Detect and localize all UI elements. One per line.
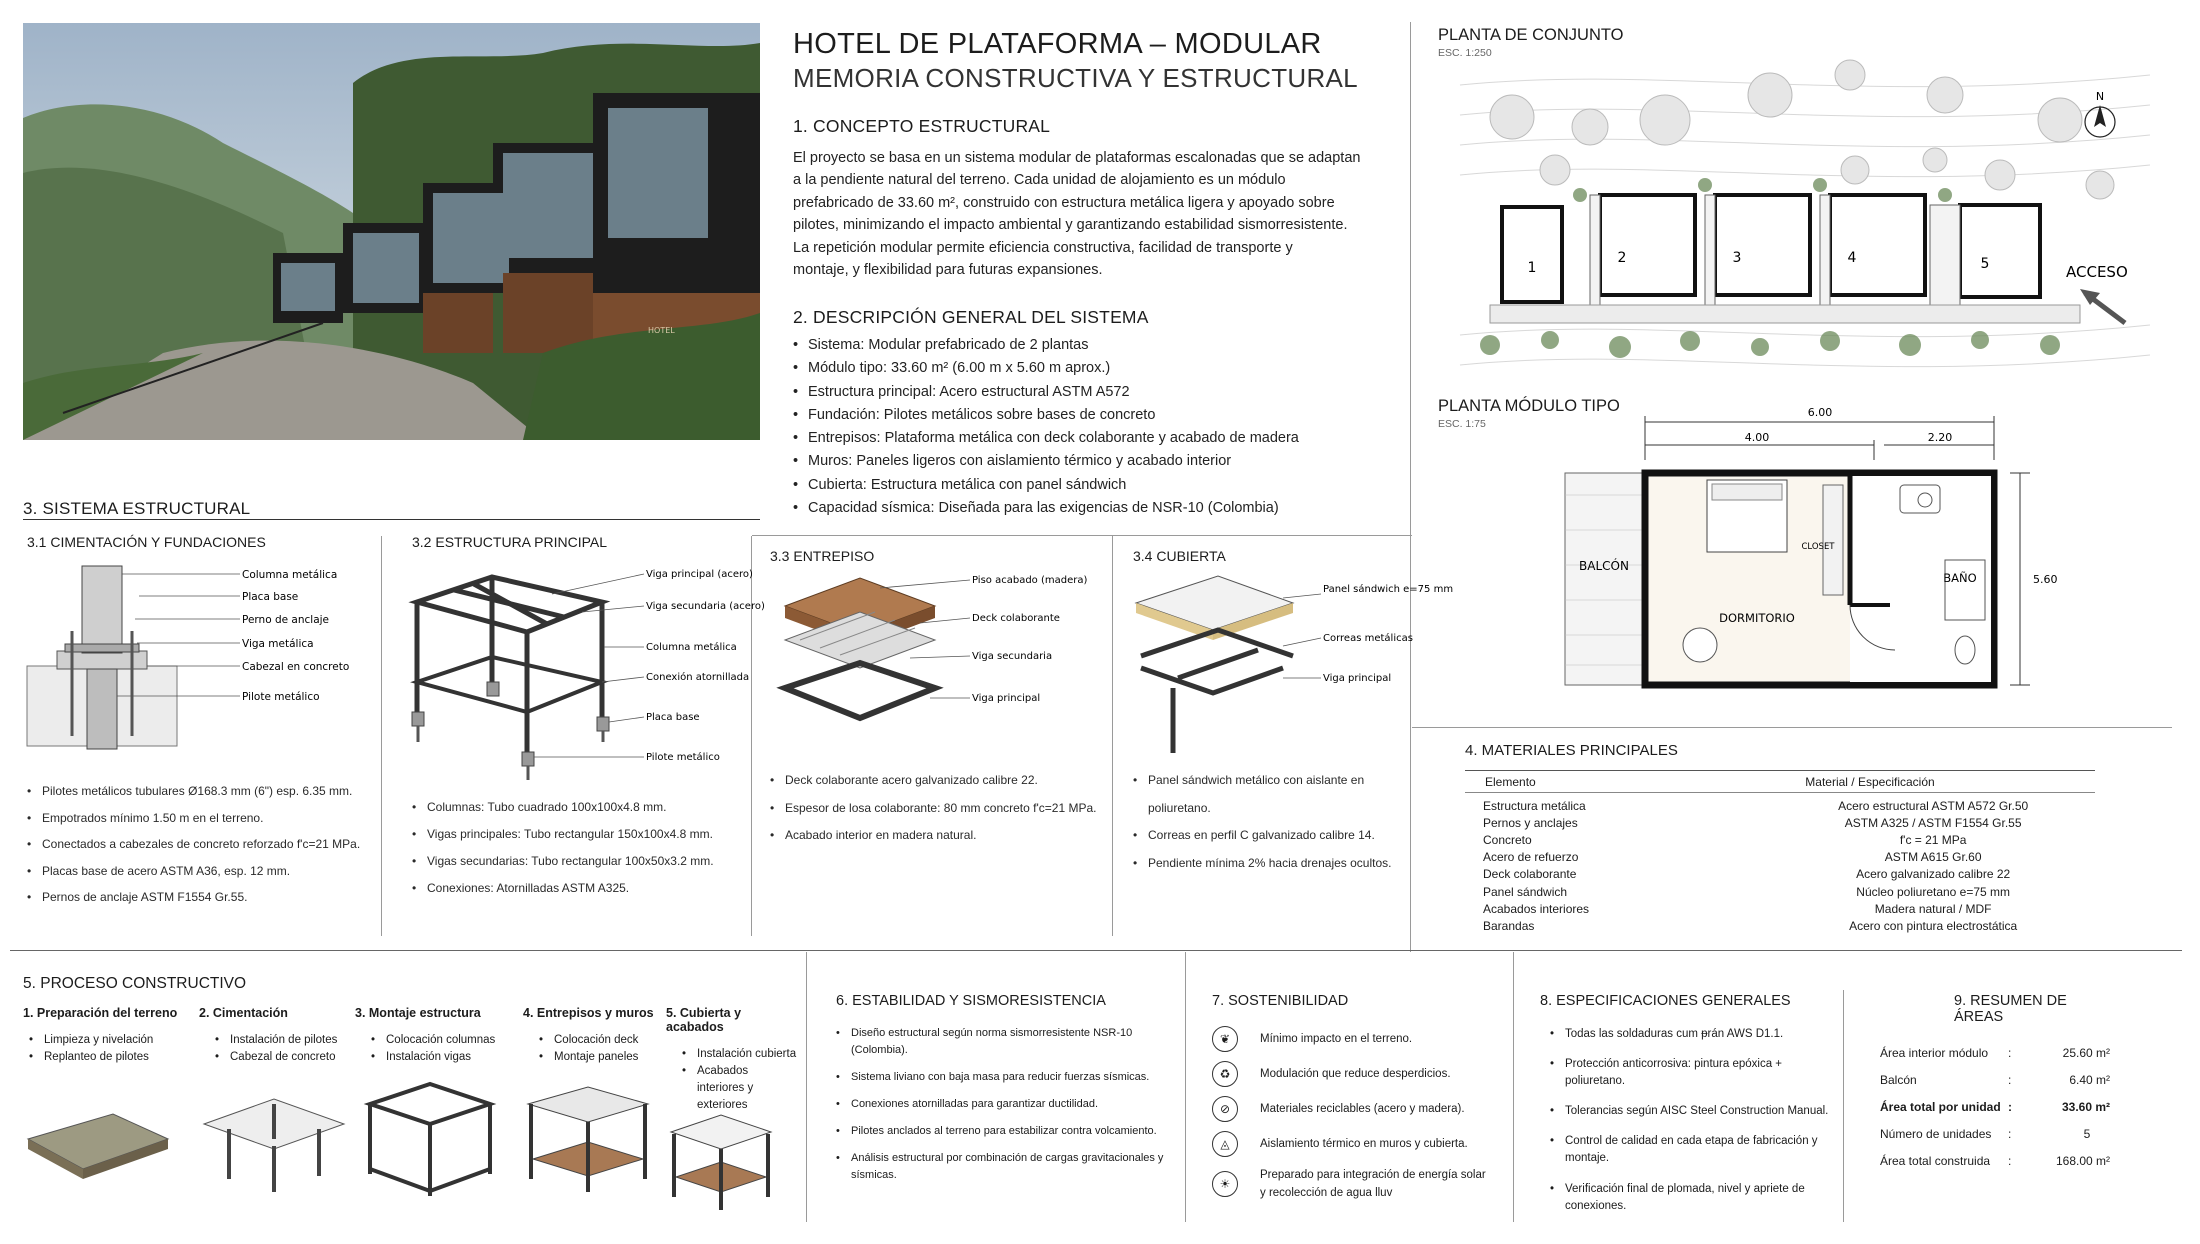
table-cell: Concreto [1483,832,1532,847]
list-item: • Pilotes anclados al terreno para estabilizar contra volcamiento. [836,1123,1176,1140]
area-sep: : [2008,1072,2012,1087]
divider [23,519,760,520]
foundation-illustration [199,1084,349,1194]
divider [806,952,807,1222]
list-item: • Espesor de losa colaborante: 80 mm concreto f'c=21 MPa. [770,795,1100,823]
divider [1513,952,1514,1222]
area-value: 25.60 m² [2062,1045,2110,1060]
diagram-label: Viga secundaria (acero) [646,601,765,612]
entrepiso-heading: 3.3 ENTREPISO [770,548,875,564]
hotel-photo-illustration [23,23,760,440]
table-cell: Acero de refuerzo [1483,850,1579,865]
unit-label: 3 [1732,250,1742,266]
descripcion-heading: 2. DESCRIPCIÓN GENERAL DEL SISTEMA [793,307,1149,327]
list-item: • Diseño estructural según norma sismorresistente NSR-10 (Colombia). [836,1025,1176,1059]
diagram-label: Piso acabado (madera) [972,575,1088,586]
list-item: • Conexiones atornilladas para garantizar ductilidad. [836,1096,1176,1113]
list-item: • Todas las soldaduras cum ᵽrán AWS D1.1. [1550,1026,1840,1043]
concepto-line: El proyecto se basa en un sistema modular de plataformas escalonadas que se adaptan [793,150,1361,166]
diagram-label: Placa base [646,712,700,723]
diagram-label: Viga principal [972,693,1041,704]
list-item: • Sistema liviano con baja masa para reducir fuerzas sísmicas. [836,1069,1176,1086]
unit-label: 2 [1617,250,1627,266]
table-row [1465,917,2095,934]
list-item: • Entrepisos: Plataforma metálica con deck colaborante y acabado de madera [793,427,1393,450]
divider [1412,727,2172,728]
table-row [1880,1093,2110,1120]
table-cell: Madera natural / MDF [1874,901,1992,916]
area-sep: : [2008,1153,2012,1168]
list-item: • Capacidad sísmica: Diseñada para las exigencias de NSR-10 (Colombia) [793,497,1393,520]
diagram-label: Panel sándwich e=75 mm [1323,584,1454,595]
table-row [1465,883,2095,900]
dim-h: 5.60 [2033,573,2058,586]
access-label: ACCESO [2066,263,2128,281]
list-item: • Pilotes metálicos tubulares Ø168.3 mm (6") esp. 6.35 mm. [27,778,372,805]
list-item: • Análisis estructural por combinación de cargas gravitacionales y sísmicas. [836,1150,1176,1184]
estabilidad-heading: 6. ESTABILIDAD Y SISMORESISTENCIA [836,993,1106,1009]
list-item: • Empotrados mínimo 1.50 m en el terreno. [27,805,372,832]
step-title: 3. Montaje estructura [355,1006,481,1020]
sostenibilidad-item [1212,1126,1507,1161]
step-title: 5. Cubierta y acabados [666,1006,742,1034]
list-item: • Limpieza y nivelación [29,1032,199,1049]
area-sep: : [2008,1126,2012,1141]
list-item: • Pendiente mínima 2% hacia drenajes ocultos. [1133,850,1408,878]
diagram-label: Cabezal en concreto [242,661,350,673]
divider [1410,22,1411,952]
list-item: • Conexiones: Atornilladas ASTM A325. [412,875,742,902]
page-subtitle: MEMORIA CONSTRUCTIVA Y ESTRUCTURAL [793,63,1358,93]
material-icon: ⊘ [1212,1096,1238,1122]
hotel-photo [23,23,760,440]
table-cell: Panel sándwich [1483,884,1568,899]
area-sep: : [2008,1045,2012,1060]
area-value: 6.40 m² [2069,1072,2110,1087]
list-item: • Acabados interiores y exteriores [682,1063,798,1114]
table-row [1465,900,2095,917]
list-item: • Tolerancias según AISC Steel Construction Manual. [1550,1103,1840,1120]
leaf-icon: ❦ [1212,1026,1238,1052]
proceso-step [666,1006,798,1217]
step-title: 1. Preparación del terreno [23,1006,178,1020]
estructura-heading: 3.2 ESTRUCTURA PRINCIPAL [412,534,608,550]
concepto-paragraph [793,147,1363,281]
table-cell: f'c = 21 MPa [1899,832,1967,847]
list-item: Preparado para integración de energía solar y recolección de agua lluv [1260,1169,1486,1199]
diagram-label: Viga principal [1323,673,1392,684]
sostenibilidad-heading: 7. SOSTENIBILIDAD [1212,993,1349,1009]
list-item: • Cabezal de concreto [215,1049,355,1066]
divider [752,535,1412,536]
recycle-icon: ♻ [1212,1061,1238,1087]
area-sep: : [2008,1099,2012,1114]
cimentacion-list [27,778,372,911]
list-item: • Panel sándwich metálico con aislante en poliuretano. [1133,767,1408,822]
list-item: • Pernos de anclaje ASTM F1554 Gr.55. [27,884,372,911]
room-balcon: BALCÓN [1579,559,1629,573]
dim-total: 6.00 [1807,406,1833,419]
table-cell: ASTM A615 Gr.60 [1884,850,1982,865]
list-item: • Módulo tipo: 33.60 m² (6.00 m x 5.60 m aprox.) [793,357,1393,380]
diagram-label: Pilote metálico [646,752,720,763]
table-row [1465,866,2095,883]
proceso-step [355,1006,523,1217]
divider [10,950,2182,951]
cubierta-heading: 3.4 CUBIERTA [1133,548,1226,564]
site-plan [1460,55,2150,385]
room-closet: CLOSET [1801,542,1835,552]
area-label: Área total construida [1880,1153,1991,1168]
solar-icon: ☀ [1212,1171,1238,1197]
list-item: • Montaje paneles [539,1049,666,1066]
concepto-line: La repetición modular permite eficiencia constructiva, facilidad de transporte y [793,239,1293,256]
estructura-diagram [412,552,765,792]
descripcion-list [793,334,1393,520]
thermal-icon: ◬ [1212,1131,1238,1157]
planta-modulo-title: PLANTA MÓDULO TIPO [1438,397,1620,415]
diagram-label: Viga secundaria [972,651,1053,662]
estructura-list [412,794,742,902]
list-item: • Protección anticorrosiva: pintura epóxica + poliuretano. [1550,1056,1840,1090]
table-row [1465,814,2095,831]
table-cell: Acero estructural ASTM A572 Gr.50 [1838,798,2029,813]
list-item: • Conectados a cabezales de concreto reforzado f'c=21 MPa. [27,831,372,858]
entrepiso-diagram [770,568,1100,768]
planta-conjunto-title: PLANTA DE CONJUNTO [1438,26,1624,44]
area-value: 168.00 m² [2055,1153,2110,1168]
list-item: • Fundación: Pilotes metálicos sobre bases de concreto [793,404,1393,427]
table-cell: Deck colaborante [1483,867,1577,882]
table-row [1465,797,2095,814]
list-item: Materiales reciclables (acero y madera). [1260,1102,1465,1115]
list-item: • Vigas secundarias: Tubo rectangular 100x50x3.2 mm. [412,848,742,875]
list-item: • Instalación cubierta [682,1046,798,1063]
list-item: • Sistema: Modular prefabricado de 2 plantas [793,334,1393,357]
list-item: • Correas en perfil C galvanizado calibre 14. [1133,822,1408,850]
diagram-label: Perno de anclaje [242,614,330,626]
especificaciones-heading: 8. ESPECIFICACIONES GENERALES [1540,993,1791,1009]
list-item: • Instalación vigas [371,1049,523,1066]
concepto-line: montaje, y flexibilidad para futuras expansiones. [793,262,1103,279]
proceso-step [23,1006,199,1217]
list-item: • Instalación de pilotes [215,1032,355,1049]
diagram-label: Pilote metálico [242,691,320,703]
proceso-step [199,1006,355,1217]
concepto-line: prefabricado de 33.60 m², construido con estructura metálica ligera y apoyado sobre [793,194,1335,211]
table-cell: Barandas [1483,918,1535,933]
concepto-line: pilotes, minimizando el impacto ambiental y garantizando estabilidad sismorresistente. [793,217,1348,234]
list-item: • Deck colaborante acero galvanizado calibre 22. [770,767,1100,795]
step-title: 2. Cimentación [199,1006,288,1020]
divider [751,536,752,936]
materiales-col-material: Material / Especificación [1805,775,1935,789]
diagram-label: Placa base [242,591,299,603]
module-floor-plan [1560,400,2080,700]
area-label: Área total por unidad [1880,1099,2001,1114]
table-cell: ASTM A325 / ASTM F1554 Gr.55 [1844,815,2022,830]
cimentacion-heading: 3.1 CIMENTACIÓN Y FUNDACIONES [27,534,266,550]
planta-modulo-scale: ESC. 1:75 [1438,418,1486,430]
unit-label: 4 [1847,250,1857,266]
entrepiso-list [770,767,1100,850]
area-value: 33.60 m² [2061,1099,2110,1114]
list-item: • Replanteo de pilotes [29,1049,199,1066]
list-item: • Vigas principales: Tubo rectangular 150x100x4.8 mm. [412,821,742,848]
list-item: • Muros: Paneles ligeros con aislamiento térmico y acabado interior [793,450,1393,473]
diagram-label: Deck colaborante [972,613,1060,624]
list-item: • Acabado interior en madera natural. [770,822,1100,850]
table-cell: Pernos y anclajes [1483,815,1578,830]
proceso-step [523,1006,666,1217]
page-title: HOTEL DE PLATAFORMA – MODULAR [793,28,1322,60]
especificaciones-list [1540,1026,1840,1215]
list-item: Mínimo impacto en el terreno. [1260,1032,1413,1045]
table-cell: Acero galvanizado calibre 22 [1856,867,2011,882]
terrain-illustration [23,1084,173,1194]
diagram-label: Columna metálica [646,642,737,653]
resumen-heading: 9. RESUMEN DE ÁREAS [1954,993,2067,1025]
list-item: • Columnas: Tubo cuadrado 100x100x4.8 mm. [412,794,742,821]
diagram-label: Viga metálica [242,638,314,650]
materiales-col-elemento: Elemento [1485,775,1536,789]
list-item: Modulación que reduce desperdicios. [1260,1067,1451,1080]
proceso-heading: 5. PROCESO CONSTRUCTIVO [23,975,247,992]
frame-illustration [355,1074,505,1204]
diagram-label: Columna metálica [242,569,338,581]
north-arrow-icon [2085,90,2115,137]
hotel-sign: HOTEL [648,326,675,335]
table-row [1880,1039,2110,1066]
divider [381,536,382,936]
area-label: Número de unidades [1880,1126,1992,1141]
table-cell: Acabados interiores [1483,901,1590,916]
list-item: • Colocación columnas [371,1032,523,1049]
cimentacion-diagram [27,556,372,756]
sostenibilidad-item [1212,1091,1507,1126]
step-title: 4. Entrepisos y muros [523,1006,654,1020]
area-label: Área interior módulo [1880,1045,1989,1060]
concepto-heading: 1. CONCEPTO ESTRUCTURAL [793,116,1051,136]
table-row [1465,849,2095,866]
concepto-line: a la pendiente natural del terreno. Cada unidad de alojamiento es un módulo [793,172,1286,189]
table-row [1465,831,2095,848]
area-label: Balcón [1880,1072,1917,1087]
list-item: • Control de calidad en cada etapa de fabricación y montaje. [1550,1133,1840,1167]
room-bano: BAÑO [1943,571,1977,585]
divider [1112,536,1113,936]
sostenibilidad-item [1212,1021,1507,1056]
list-item: • Estructura principal: Acero estructural ASTM A572 [793,381,1393,404]
divider [1465,770,2095,771]
list-item: • Verificación final de plomada, nivel y apriete de conexiones. [1550,1181,1840,1215]
sostenibilidad-item [1212,1161,1507,1207]
sostenibilidad-item [1212,1056,1507,1091]
unit-label: 5 [1980,256,1990,272]
diagram-label: Viga principal (acero) [646,569,753,580]
materiales-heading: 4. MATERIALES PRINCIPALES [1465,742,1678,759]
deck-walls-illustration [523,1084,653,1194]
roof-finish-illustration [666,1112,776,1212]
diagram-label: Correas metálicas [1323,633,1413,644]
planta-conjunto-scale: ESC. 1:250 [1438,47,1492,59]
area-value: 5 [2083,1126,2091,1141]
estabilidad-list [836,1025,1176,1184]
unit-label: 1 [1527,260,1537,276]
cubierta-diagram [1133,568,1454,768]
cubierta-list [1133,767,1408,877]
resumen-table [1880,1039,2110,1174]
list-item: • Colocación deck [539,1032,666,1049]
sistema-heading: 3. SISTEMA ESTRUCTURAL [23,499,251,518]
north-label: N [2095,90,2105,103]
divider [1185,952,1186,1222]
list-item: Aislamiento térmico en muros y cubierta. [1260,1137,1468,1150]
table-row [1880,1066,2110,1093]
access-arrow-icon [2080,289,2125,323]
list-item: • Cubierta: Estructura metálica con panel sándwich [793,474,1393,497]
list-item: • Placas base de acero ASTM A36, esp. 12 mm. [27,858,372,885]
table-cell: Acero con pintura electrostática [1849,918,2018,933]
table-row [1880,1147,2110,1174]
table-row [1880,1120,2110,1147]
table-cell: Núcleo poliuretano e=75 mm [1856,884,2011,899]
dim-b: 2.20 [1927,431,1953,444]
materiales-table [1465,797,2095,935]
dim-a: 4.00 [1744,431,1770,444]
divider [1843,990,1844,1222]
table-cell: Estructura metálica [1483,798,1586,813]
room-dormitorio: DORMITORIO [1719,611,1795,625]
diagram-label: Conexión atornillada [646,672,750,683]
